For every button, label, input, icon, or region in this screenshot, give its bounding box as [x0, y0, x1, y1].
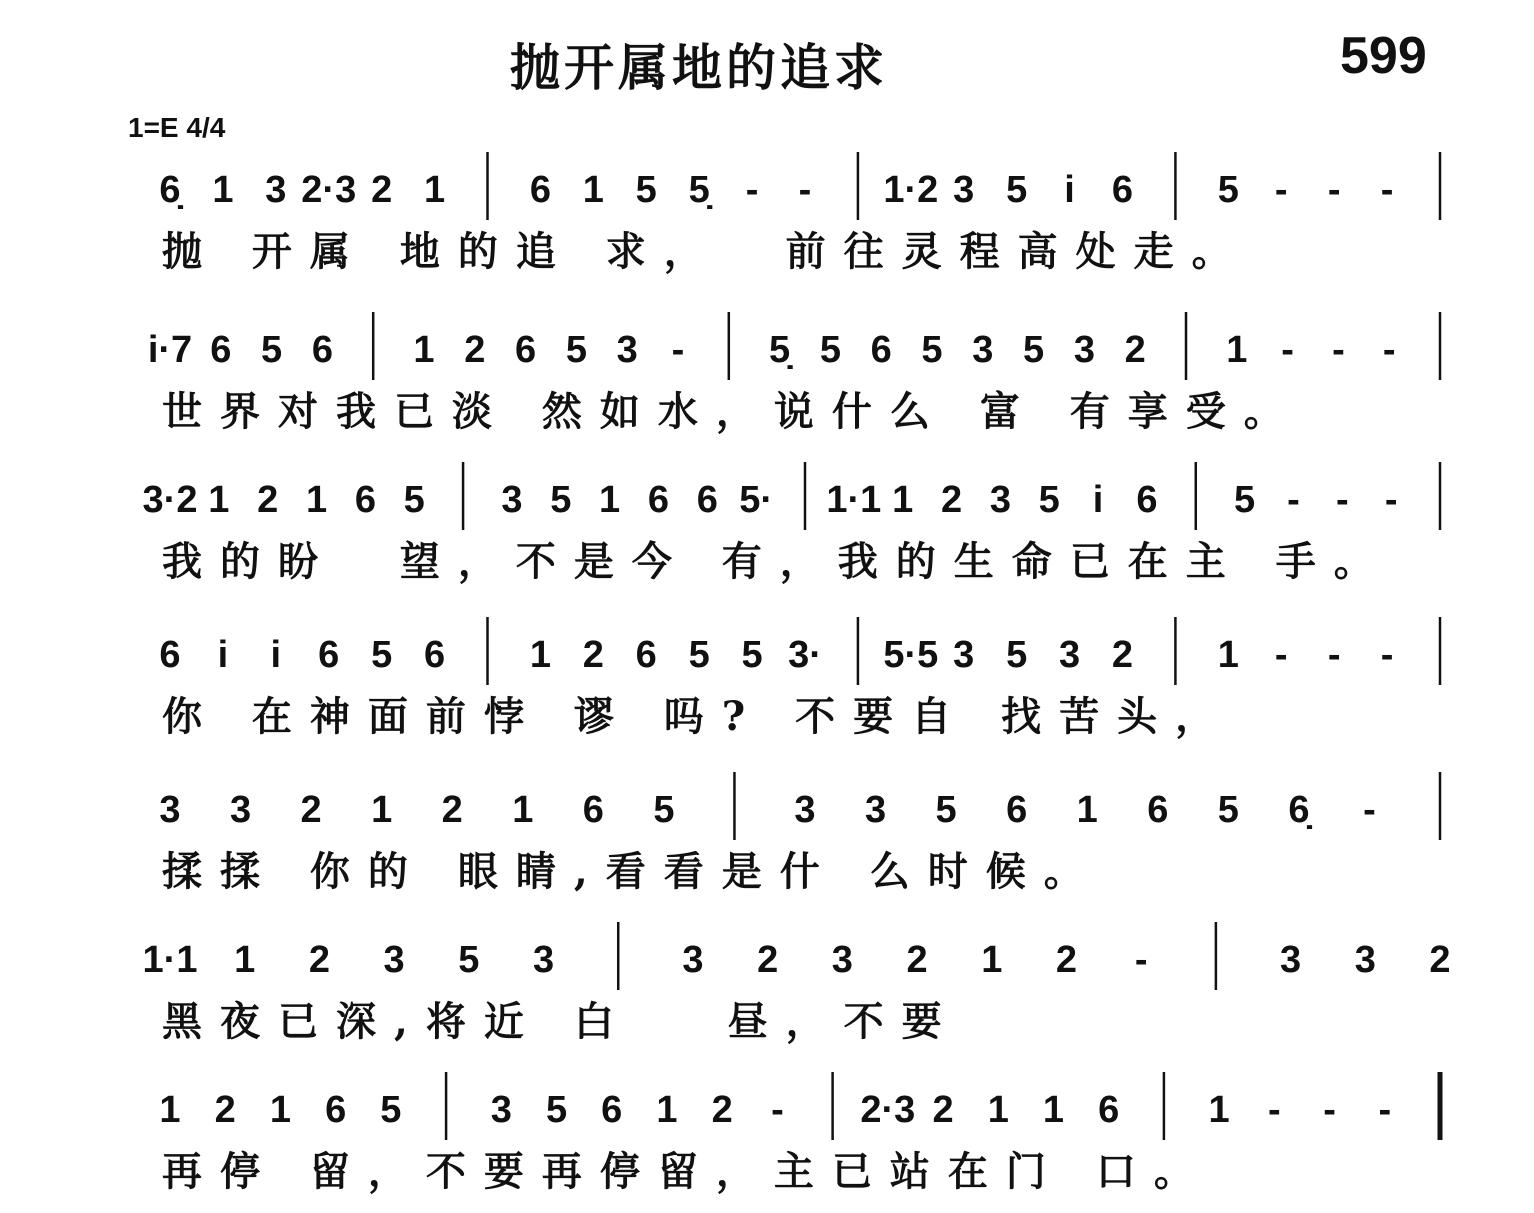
note-token: 2: [257, 479, 279, 521]
note-token: 3: [1280, 939, 1302, 981]
note-token: 3: [953, 169, 975, 211]
note-token: 5: [261, 329, 283, 371]
note-token: 5: [1038, 479, 1060, 521]
note-token: 1: [1076, 789, 1098, 831]
note-token: 6: [210, 329, 232, 371]
note-token: 3: [1059, 634, 1081, 676]
notation-line-2: [0, 300, 1534, 400]
note-token: 1: [892, 479, 914, 521]
note-token: 2·3: [301, 169, 357, 211]
note-token: 1: [1042, 1089, 1065, 1131]
note-token: 6: [529, 169, 551, 211]
note-token: -: [1274, 169, 1288, 211]
note-token: 6: [354, 479, 376, 521]
note-token: 3: [229, 789, 252, 831]
note-token: -: [1327, 634, 1341, 676]
note-token: -: [798, 169, 812, 211]
note-token: -: [1363, 789, 1376, 831]
note-token: 5: [688, 634, 710, 676]
note-token: 1: [987, 1089, 1009, 1131]
note-token: 6: [647, 479, 670, 521]
note-token: -: [1378, 1089, 1392, 1131]
note-token: 1: [512, 789, 534, 831]
note-token: i: [270, 634, 282, 676]
note-token: 5: [1234, 479, 1256, 521]
note-token: -: [1332, 329, 1345, 371]
score-system-2: [0, 300, 1534, 450]
note-token: 1: [305, 479, 328, 521]
note-token: 6: [582, 789, 604, 831]
note-token: -: [1268, 1089, 1281, 1131]
note-token: 6: [424, 634, 446, 676]
note-token: 5: [371, 634, 393, 676]
note-token: -: [1380, 169, 1394, 211]
note-token: 3: [682, 939, 704, 981]
note-token: 5: [565, 329, 587, 371]
note-token: 3·2: [142, 479, 198, 521]
note-token: 3: [501, 479, 523, 521]
note-token: 2: [582, 634, 604, 676]
notation-line-4: [0, 605, 1534, 705]
note-token: -: [1382, 329, 1396, 371]
note-token: 1: [582, 169, 604, 211]
notation-line-5: [0, 760, 1534, 860]
note-token: 2: [464, 329, 486, 371]
note-token: 6: [870, 329, 892, 371]
note-token: 2·3: [860, 1089, 916, 1131]
hymn-number: 599: [1340, 27, 1427, 85]
note-token: 2: [906, 939, 928, 981]
score-system-4: [0, 605, 1534, 755]
score-system-7: [0, 1060, 1534, 1210]
note-token: 6: [1111, 169, 1134, 211]
note-token: 5: [635, 169, 657, 211]
note-token: 6: [311, 329, 333, 371]
note-token: 2: [711, 1089, 733, 1131]
note-token: 1: [208, 479, 230, 521]
note-token: 1: [1208, 1089, 1230, 1131]
note-token: -: [1274, 634, 1288, 676]
note-token: -: [1335, 479, 1349, 521]
score-system-1: [0, 140, 1534, 290]
note-token: 1: [1217, 634, 1239, 676]
note-token: 5: [458, 939, 480, 981]
note-token: 5·: [739, 479, 774, 521]
note-token: 5: [1217, 169, 1239, 211]
note-token: 3: [972, 329, 994, 371]
note-token: 3: [953, 634, 975, 676]
note-token: 2: [300, 789, 322, 831]
note-token: 5: [403, 479, 425, 521]
note-token: 5: [545, 1089, 568, 1131]
notation-line-6: [0, 910, 1534, 1010]
note-token: 6: [159, 634, 181, 676]
notation-line-3: [0, 450, 1534, 550]
note-token: -: [1327, 169, 1341, 211]
note-token: 3: [265, 169, 287, 211]
note-token: i: [1064, 169, 1075, 211]
lyrics-line-1: 抛 开属 地的追 求， 前往灵程高处走。: [162, 228, 1250, 275]
note-token: 3·: [788, 634, 822, 676]
note-token: 5̣: [769, 329, 791, 371]
note-token: 5: [380, 1089, 402, 1131]
note-token: 5: [819, 329, 841, 371]
note-token: 3: [159, 789, 181, 831]
note-token: 1·1: [142, 939, 198, 981]
note-token: 3: [1354, 939, 1376, 981]
note-token: 6: [1136, 479, 1158, 521]
note-token: i: [1092, 479, 1104, 521]
note-token: 2: [1111, 634, 1134, 676]
hymn-title: 抛开属地的追求: [510, 38, 888, 97]
note-token: 1: [212, 169, 234, 211]
note-token: -: [671, 329, 685, 371]
notation-line-7: [0, 1060, 1534, 1160]
note-token: 1: [413, 329, 435, 371]
note-token: 1·1: [826, 479, 882, 521]
note-token: 2: [1429, 939, 1451, 981]
note-token: 5: [935, 789, 957, 831]
note-token: -: [1134, 939, 1148, 981]
note-token: 3: [490, 1089, 512, 1131]
note-token: 1·2: [883, 169, 939, 211]
note-token: 5: [550, 479, 572, 521]
note-token: 1: [599, 479, 621, 521]
note-token: 6: [601, 1089, 623, 1131]
score-system-3: [0, 450, 1534, 600]
note-token: 2: [308, 939, 330, 981]
note-token: 5: [1006, 169, 1028, 211]
note-token: 3: [1073, 329, 1095, 371]
note-token: -: [745, 169, 759, 211]
note-token: 2: [932, 1089, 954, 1131]
note-token: 1: [269, 1089, 292, 1131]
note-token: 6: [1098, 1089, 1120, 1131]
note-token: -: [1384, 479, 1398, 521]
note-token: 1: [371, 789, 393, 831]
note-token: 6̣: [159, 169, 181, 211]
note-token: 3: [831, 939, 853, 981]
note-token: 5: [1023, 329, 1045, 371]
note-token: 5: [921, 329, 943, 371]
note-token: 2: [757, 939, 779, 981]
key-signature: 1=E 4/4: [128, 112, 226, 143]
score-system-6: [0, 910, 1534, 1060]
lyrics-line-3: 我的盼 望，不是今 有，我的生命已在主 手。: [162, 538, 1392, 585]
note-token: 6: [515, 329, 537, 371]
lyrics-line-4: 你 在神面前悖 谬 吗? 不要自 找苦头，: [162, 693, 1234, 740]
note-token: 2: [1124, 329, 1146, 371]
note-token: -: [771, 1089, 784, 1131]
lyrics-line-6: 黑夜已深,将近 白 昼，不要: [162, 998, 960, 1045]
note-token: 5: [1217, 789, 1239, 831]
note-token: 6: [325, 1089, 347, 1131]
note-token: 1: [1226, 329, 1248, 371]
note-token: -: [1380, 634, 1394, 676]
note-token: 3: [864, 789, 887, 831]
note-token: 6̣: [1288, 789, 1310, 831]
note-token: 1: [656, 1089, 678, 1131]
note-token: 1: [424, 169, 446, 211]
note-token: 6: [1147, 789, 1169, 831]
note-token: 1: [159, 1089, 181, 1131]
note-token: 1: [529, 634, 551, 676]
note-token: 6: [696, 479, 718, 521]
note-token: 2: [1055, 939, 1078, 981]
lyrics-line-5: 揉揉 你的 眼睛,看看是什 么时候。: [162, 848, 1102, 895]
note-token: 2: [371, 169, 393, 211]
note-token: -: [1281, 329, 1294, 371]
note-token: 5: [741, 634, 763, 676]
note-token: 2: [214, 1089, 236, 1131]
note-token: 1: [981, 939, 1003, 981]
note-token: 6: [635, 634, 657, 676]
note-token: 1: [234, 939, 256, 981]
note-token: 6: [318, 634, 340, 676]
note-token: 2: [441, 789, 463, 831]
notation-line-1: [0, 140, 1534, 240]
note-token: 5̣: [688, 169, 710, 211]
score-system-5: [0, 760, 1534, 910]
note-token: 6: [1006, 789, 1028, 831]
note-token: 5: [1006, 634, 1028, 676]
note-token: 5: [653, 789, 675, 831]
note-token: 3: [989, 479, 1011, 521]
note-token: 3: [794, 789, 816, 831]
lyrics-line-7: 再停 留，不要再停留，主已站在门 口。: [162, 1148, 1212, 1195]
note-token: i·7: [147, 329, 193, 371]
note-token: 3: [616, 329, 638, 371]
note-token: i: [217, 634, 229, 676]
note-token: 3: [383, 939, 405, 981]
lyrics-line-2: 世界对我已淡 然如水，说什么 富 有享受。: [162, 388, 1302, 435]
note-token: 3: [532, 939, 555, 981]
note-token: 2: [940, 479, 963, 521]
note-token: -: [1323, 1089, 1336, 1131]
note-token: 5·5: [883, 634, 939, 676]
note-token: -: [1287, 479, 1300, 521]
